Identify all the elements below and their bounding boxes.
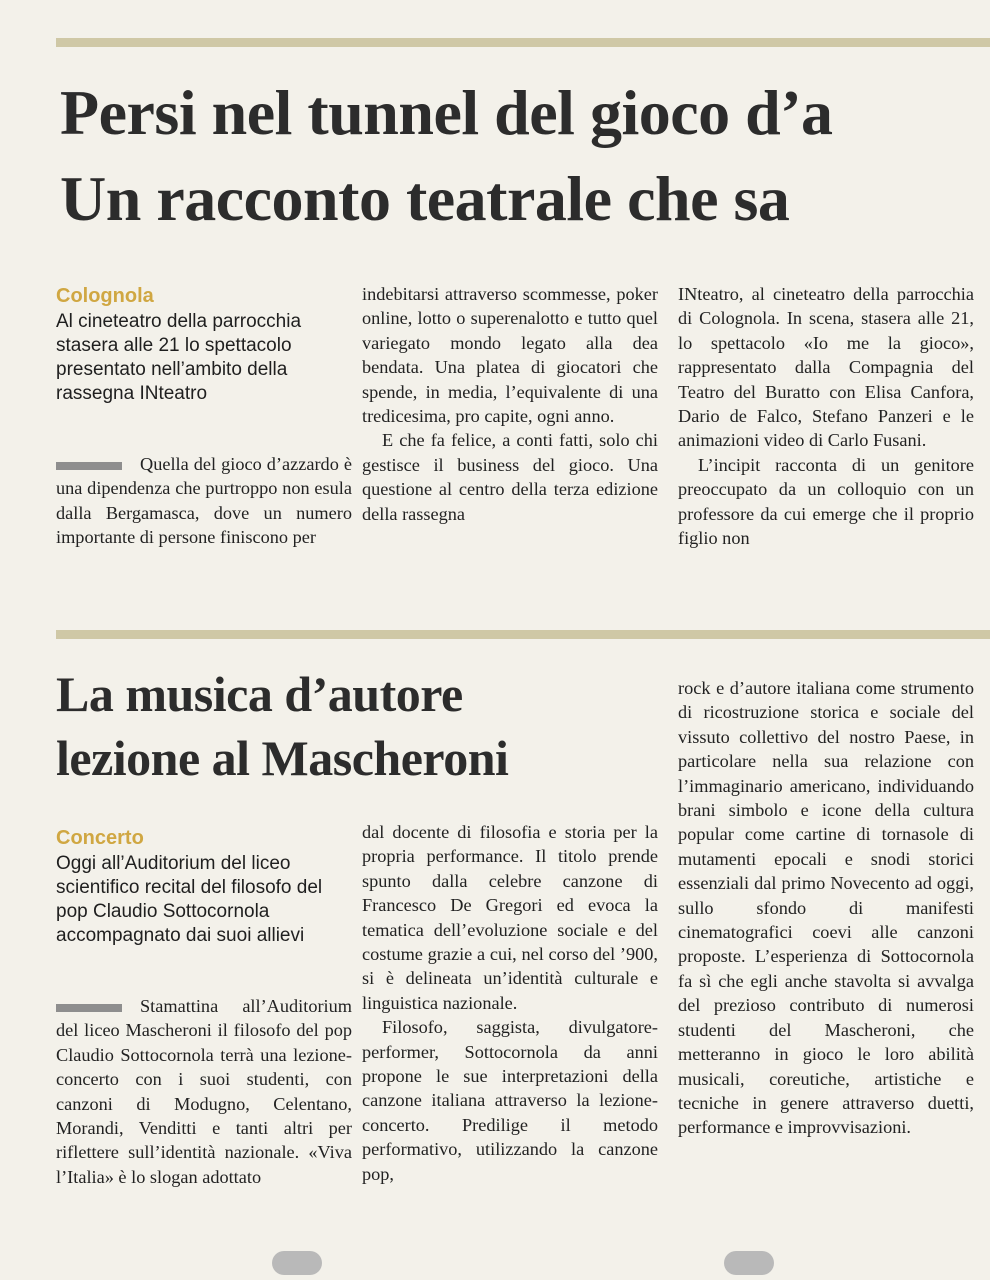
top-rule-article2 xyxy=(56,630,990,639)
article1-column3 xyxy=(678,282,974,550)
page-tab-left xyxy=(272,1251,322,1275)
article1-column1 xyxy=(56,452,352,550)
article1-col1-para1: Quella del gioco d’azzardo è una dipendenza che purtroppo non esula dalla Bergamasca, dove un numero importante di persone finiscono per xyxy=(56,454,352,548)
article2-col2-para2: Filosofo, saggista, divulgatore-performer, Sottocornola da anni propone le sue interpretazioni della canzone italiana attraverso la lezione-concerto. Predilige il metodo performativo, utilizzando la canzone pop, xyxy=(362,1017,658,1184)
article2-col2-para1: dal docente di filosofia e storia per la propria performance. Il titolo prende spunto dalla celebre canzone di Francesco De Gregori ed evoca la tematica dell’evoluzione sociale e del costume grazie a cui, nel corso del ’900, si è delineata un’identità culturale e linguistica nazionale. xyxy=(362,822,658,1013)
article1-column2 xyxy=(362,282,658,526)
headline-line2-article1: Un racconto teatrale che sa xyxy=(60,163,790,234)
lead-bar-article1 xyxy=(56,462,122,470)
article2-column3 xyxy=(678,676,974,1140)
headline-line2-article2: lezione al Mascheroni xyxy=(56,730,509,786)
headline-line1-article2: La musica d’autore xyxy=(56,666,463,722)
article1-col2-para1: indebitarsi attraverso scommesse, poker online, lotto o superenalotto e tutto quel variegato mondo legato alla dea bendata. Una platea di giocatori che spende, in media, l’equivalente di una tredicesima, pro capite, ogni anno. xyxy=(362,284,658,427)
lead-bar-article2 xyxy=(56,1004,122,1012)
article2-column2 xyxy=(362,820,658,1186)
article1-col3-para1: INteatro, al cineteatro della parrocchia di Colognola. In scena, stasera alle 21, lo spettacolo «Io me la gioco», rappresentato dalla Compagnia del Teatro del Buratto con Elisa Canfora, Dario de Falco, Stefano Panzeri e le animazioni video di Carlo Fusani. xyxy=(678,284,974,451)
headline-line1-article1: Persi nel tunnel del gioco d’a xyxy=(60,77,833,148)
page-tab-right xyxy=(724,1251,774,1275)
article1-col3-para2: L’incipit racconta di un genitore preoccupato da un colloquio con un professore da cui emerge che il proprio figlio non xyxy=(678,454,974,549)
article2-col1-para1: Stamattina all’Auditorium del liceo Mascheroni il filosofo del pop Claudio Sottocornola terrà una lezione-concerto con i suoi studenti, con canzoni di Modugno, Celentano, Morandi, Venditti e tanti altri per riflettere sull’identità nazionale. «Viva l’Italia» è lo slogan adottato xyxy=(56,996,352,1187)
article1-col2-para2: E che fa felice, a conti fatti, solo chi gestisce il business del gioco. Una questione al centro della terza edizione della rassegna xyxy=(362,430,658,524)
top-rule-article1 xyxy=(56,38,990,47)
article2-col3-para1: rock e d’autore italiana come strumento di ricostruzione storica e sociale del vissuto collettivo del nostro Paese, in particolare nella sua relazione con l’immaginario americano, individuando brani simbolo e icone della cultura popular come cartine di tornasole di mutamenti epocali e snodi storici essenziali dal primo Novecento ad oggi, sullo sfondo di manifesti cinematografici coevi alle canzoni proposte. L’esperienza di Sottocornola fa sì che egli anche stavolta si avvalga del prezioso contributo di numerosi studenti del Mascheroni, che metteranno in gioco le loro abilità musicali, coreutiche, artistiche e tecniche in genere attraverso duetti, performance e improvvisazioni. xyxy=(678,678,974,1138)
article2-column1 xyxy=(56,994,352,1189)
kicker-article1: Colognola xyxy=(56,285,154,307)
summary-article1: Al cineteatro della parrocchia stasera alle 21 lo spettacolo presentato nell’ambito della rassegna INteatro xyxy=(56,311,302,404)
summary-article2: Oggi all’Auditorium del liceo scientifico recital del filosofo del pop Claudio Sottocornola accompagnato dai suoi allievi xyxy=(56,853,323,946)
kicker-article2: Concerto xyxy=(56,827,144,849)
